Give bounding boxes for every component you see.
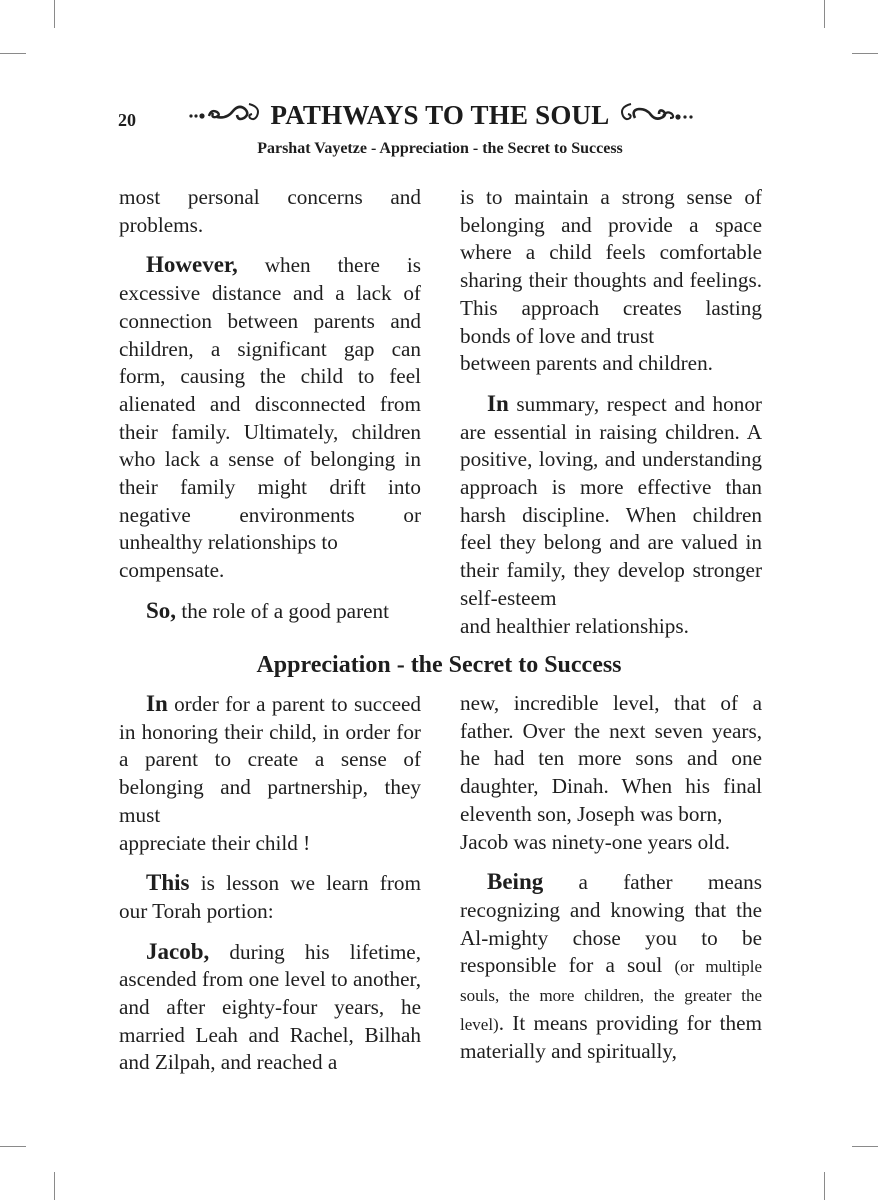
crop-mark-bottom-left [54,1172,55,1200]
text-line: problems. [119,212,204,237]
flourish-left-icon [187,100,265,131]
paragraph-text: new, incredible level, that of a father. Over the next seven years, he had ten more sons and one daughter, Dinah. When his final eleventh son, Joseph was born, [460,691,762,826]
chapter-subtitle [0,140,878,158]
paragraph-text: summary, respect and honor are essential in raising children. A positive, loving, and understanding approach is more effective than harsh discipline. When children feel they belong and are valued in their family, they develop stronger self-esteem [460,391,762,610]
paragraph-text: order for a parent to succeed in honoring their child, in order for a parent to create a sense of belonging and partnership, they must [119,692,421,827]
paragraph [460,690,762,856]
lead-word: So, [146,597,177,623]
paragraph [460,868,762,1066]
paragraph-text: . It means providing for them materially and spiritually, [460,1010,762,1064]
paragraph [119,938,421,1078]
paragraph-last-line: between parents and children. [460,351,713,376]
paragraph [119,184,421,239]
crop-mark-bottom-left-h [0,1146,26,1147]
paragraph [119,869,421,925]
paragraph [119,251,421,584]
paragraph-text: the role of a good parent [176,598,390,623]
paragraph [119,690,421,857]
paragraph [460,184,762,378]
parenthetical-note: (or multiple souls, the more children, the greater the level) [460,957,762,1034]
section-heading: Appreciation - the Secret to Success [256,652,622,678]
running-title [172,98,712,132]
paragraph-text: a father means recognizing and knowing that the Al-mighty chose you to be responsible for a soul [460,870,762,978]
paragraph [460,390,762,640]
lead-word: This [146,870,190,896]
page-number: 20 [118,110,136,130]
lead-word: However, [146,252,238,278]
running-title-text: PATHWAYS TO THE SOUL [270,99,610,130]
section-left-column [119,690,421,1089]
lead-word: In [146,691,168,716]
lead-word: Jacob, [146,938,210,964]
lead-word: Being [487,869,544,895]
lead-word: In [487,390,509,416]
paragraph-last-line: and healthier relationships. [460,613,689,638]
top-left-column [119,184,421,638]
paragraph-last-line: Jacob was ninety-one years old. [460,829,731,854]
text-line: most personal concerns and [119,185,421,209]
flourish-right-icon [615,100,697,131]
crop-mark-top-right [824,0,825,28]
crop-mark-bottom-right [824,1172,825,1200]
paragraph-text: is lesson we learn from our Torah portion: [119,871,421,923]
crop-mark-bottom-right-h [852,1146,878,1147]
paragraph-text: when there is excessive distance and a lack of connection between parents and children, a significant gap can form, causing the child to feel alienated and disconnected from their family. Ultimately, children who lack a sense of belonging in their family might drift into negative environments or unhealthy relationships to [119,253,421,555]
crop-mark-top-right-h [852,53,878,54]
paragraph-text: is to maintain a strong sense of belonging and provide a space where a child feels comfortable sharing their thoughts and feelings. This approach creates lasting bonds of love and trust [460,185,762,348]
paragraph [119,597,421,626]
paragraph-text: during his lifetime, ascended from one level to another, and after eighty-four years, he married Leah and Rachel, Bilhah and Zilpah, and reached a [119,939,421,1075]
crop-mark-top-left-h [0,53,26,54]
paragraph-last-line: compensate. [119,558,225,583]
top-right-column [460,184,762,652]
section-right-column [460,690,762,1078]
chapter-subtitle-text: Parshat Vayetze - Appreciation - the Secret to Success [257,140,623,157]
paragraph-last-line: appreciate their child ! [119,830,311,855]
crop-mark-top-left [54,0,55,28]
